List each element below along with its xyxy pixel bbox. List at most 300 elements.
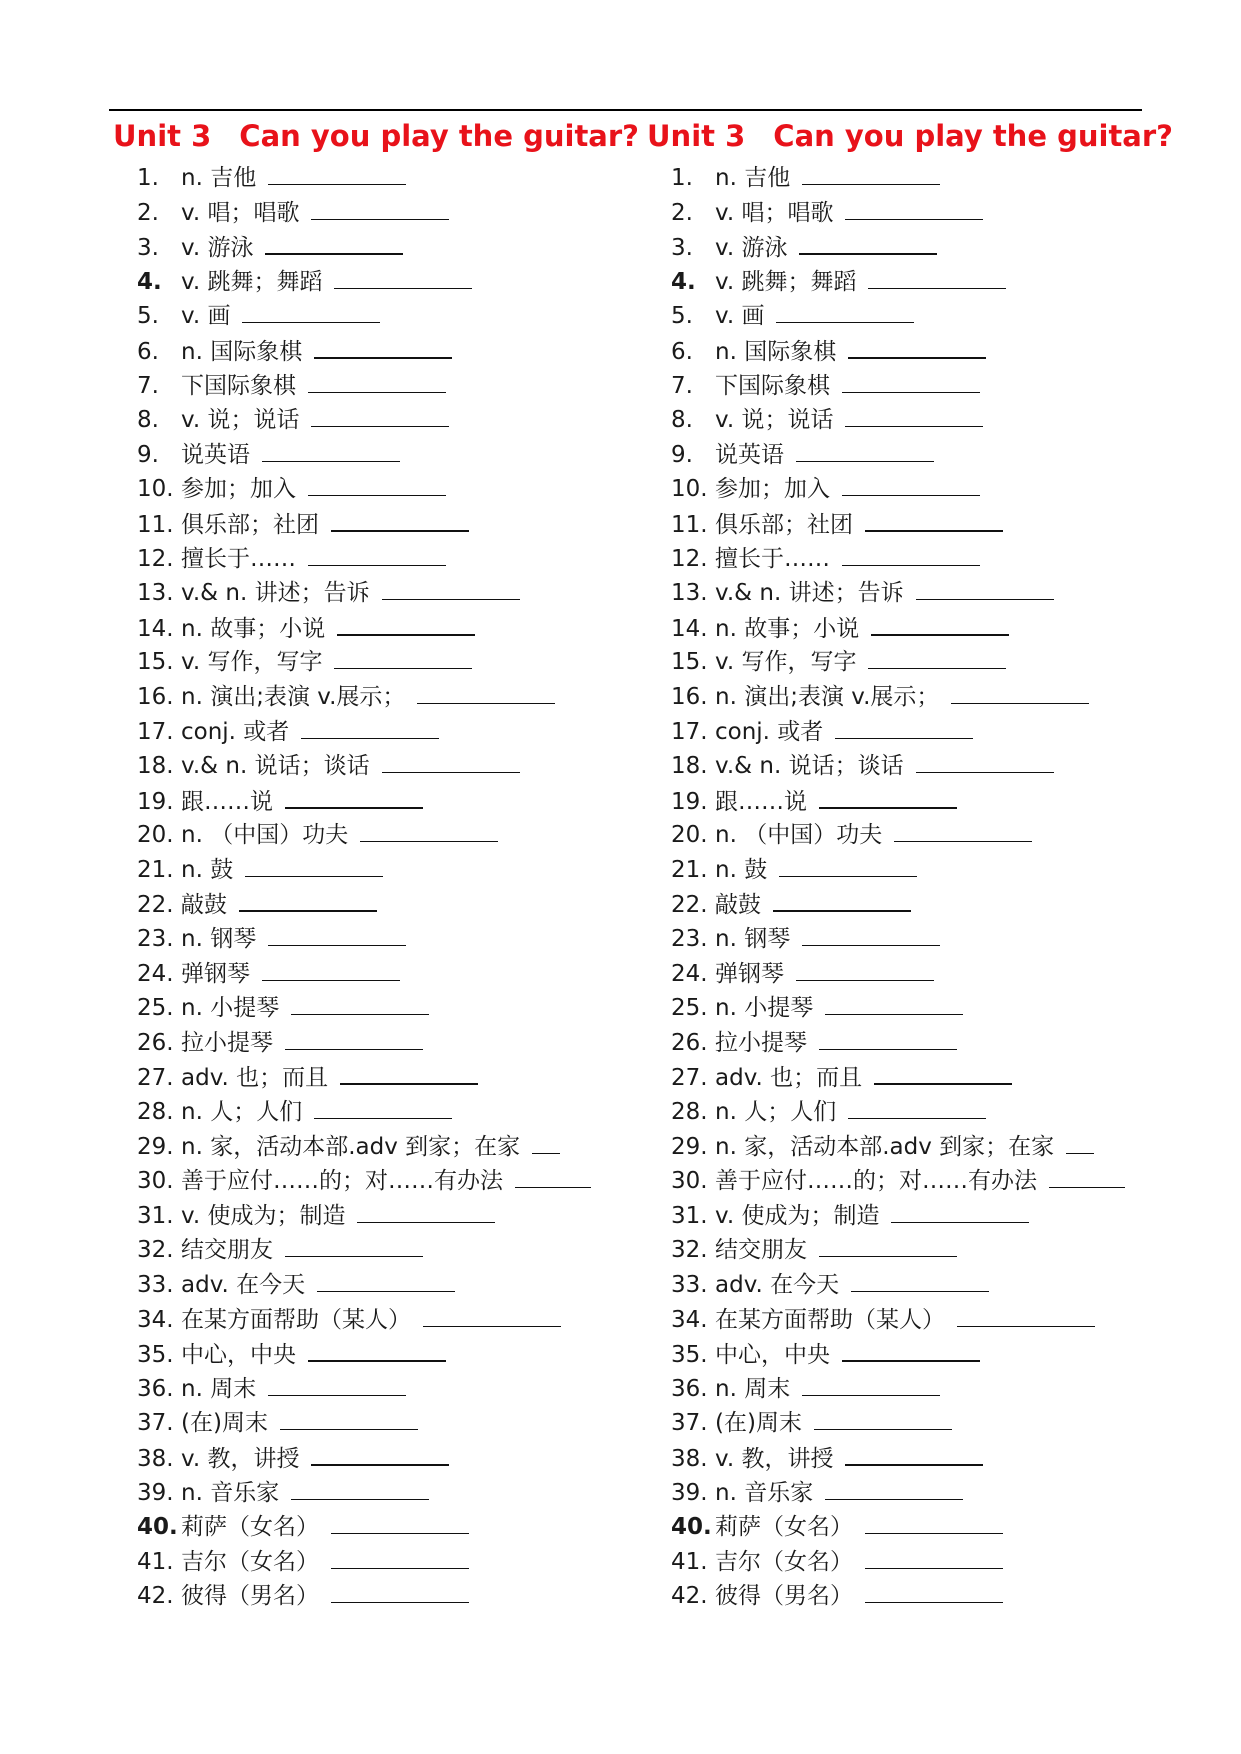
- vocab-item: [647, 1232, 1167, 1267]
- answer-blank[interactable]: [842, 471, 980, 496]
- answer-blank[interactable]: [865, 506, 1003, 532]
- answer-blank[interactable]: [268, 921, 406, 946]
- answer-blank[interactable]: [331, 506, 469, 532]
- item-prompt: 下国际象棋: [715, 372, 830, 399]
- item-prompt: v. 使成为；制造: [715, 1202, 880, 1229]
- vocab-item: [113, 541, 633, 576]
- answer-blank[interactable]: [245, 852, 383, 877]
- vocab-item: [113, 402, 633, 437]
- item-number: 1.: [671, 165, 693, 191]
- answer-blank[interactable]: [825, 1475, 963, 1500]
- item-number: 20.: [137, 822, 174, 849]
- vocab-item: [647, 1198, 1167, 1233]
- vocab-item: [647, 402, 1167, 437]
- item-prompt: 说英语: [181, 441, 250, 468]
- item-prompt: v. 写作，写字: [181, 649, 323, 676]
- vocab-item: [113, 1405, 633, 1440]
- answer-blank[interactable]: [819, 783, 957, 809]
- unit-title: [647, 112, 1173, 160]
- answer-blank[interactable]: [894, 817, 1032, 842]
- item-prompt: 俱乐部；社团: [715, 511, 853, 538]
- vocab-item: [647, 1302, 1167, 1337]
- item-prompt: n. （中国）功夫: [715, 822, 883, 849]
- answer-blank[interactable]: [301, 714, 439, 739]
- item-number: 14.: [137, 615, 174, 642]
- answer-blank[interactable]: [311, 1440, 449, 1466]
- vocab-item: [647, 264, 1167, 299]
- vocab-item: [647, 368, 1167, 403]
- answer-blank[interactable]: [331, 1509, 469, 1534]
- answer-blank[interactable]: [291, 1475, 429, 1500]
- answer-blank[interactable]: [891, 1198, 1029, 1223]
- item-number: 16.: [671, 683, 708, 710]
- answer-blank[interactable]: [331, 1578, 469, 1603]
- item-number: 19.: [671, 788, 708, 815]
- vocab-item: [113, 1094, 633, 1129]
- vocab-item: [113, 195, 633, 230]
- item-prompt: v. 画: [181, 303, 231, 330]
- vocab-list: [647, 160, 1167, 1613]
- answer-blank[interactable]: [871, 610, 1009, 636]
- vocab-item: [647, 852, 1167, 887]
- item-prompt: (在)周末: [181, 1410, 268, 1437]
- item-number: 17.: [671, 718, 708, 745]
- item-prompt: v. 跳舞；舞蹈: [715, 268, 857, 295]
- item-number: 9.: [137, 441, 159, 468]
- vocab-item: [113, 644, 633, 679]
- item-number: 18.: [671, 753, 708, 780]
- answer-blank[interactable]: [285, 1025, 423, 1050]
- answer-blank[interactable]: [417, 679, 555, 704]
- item-number: 31.: [137, 1202, 174, 1229]
- answer-blank[interactable]: [242, 298, 380, 323]
- item-number: 41.: [137, 1548, 174, 1575]
- answer-blank[interactable]: [1049, 1163, 1125, 1188]
- unit-number: Unit 3: [647, 119, 746, 153]
- item-prompt: n. 钢琴: [715, 926, 791, 953]
- answer-blank[interactable]: [802, 160, 940, 185]
- answer-blank[interactable]: [334, 264, 472, 289]
- answer-blank[interactable]: [357, 1198, 495, 1223]
- vocab-item: [113, 990, 633, 1025]
- answer-blank[interactable]: [265, 229, 403, 255]
- item-prompt: n. 周末: [181, 1375, 257, 1402]
- item-prompt: v. 游泳: [181, 235, 254, 262]
- item-number: 25.: [671, 995, 708, 1022]
- item-number: 2.: [671, 199, 693, 226]
- item-prompt: 吉尔（女名）: [181, 1548, 319, 1575]
- unit-topic: Can you play the guitar?: [239, 119, 639, 153]
- item-number: 13.: [671, 580, 708, 607]
- item-number: 42.: [671, 1583, 708, 1610]
- vocab-item: [113, 886, 633, 921]
- item-number: 37.: [671, 1410, 708, 1437]
- item-prompt: n. 鼓: [181, 856, 234, 883]
- item-number: 32.: [671, 1237, 708, 1264]
- worksheet-column-right: [647, 112, 1173, 1613]
- item-number: 34.: [137, 1306, 174, 1333]
- vocab-item: [647, 437, 1167, 472]
- item-prompt: 彼得（男名）: [181, 1583, 319, 1610]
- vocab-item: [113, 368, 633, 403]
- answer-blank[interactable]: [796, 437, 934, 462]
- item-prompt: v. 教，讲授: [715, 1445, 834, 1472]
- item-number: 15.: [137, 649, 174, 676]
- vocab-item: [113, 956, 633, 991]
- item-prompt: adv. 在今天: [715, 1272, 840, 1298]
- vocab-item: [647, 298, 1167, 333]
- answer-blank[interactable]: [848, 333, 986, 359]
- item-number: 10.: [137, 476, 174, 503]
- item-number: 29.: [137, 1133, 174, 1160]
- item-prompt: v. 画: [715, 303, 765, 330]
- answer-blank[interactable]: [842, 368, 980, 393]
- vocab-item: [647, 817, 1167, 852]
- unit-number: Unit 3: [113, 119, 212, 153]
- item-prompt: n. 故事；小说: [715, 615, 860, 642]
- answer-blank[interactable]: [311, 402, 449, 427]
- vocab-item: [113, 748, 633, 783]
- item-prompt: 结交朋友: [715, 1237, 807, 1264]
- item-number: 6.: [671, 338, 693, 365]
- vocab-item: [113, 1302, 633, 1337]
- vocab-item: [647, 541, 1167, 576]
- answer-blank[interactable]: [819, 1232, 957, 1257]
- vocab-item: [647, 160, 1167, 195]
- item-number: 28.: [137, 1099, 174, 1126]
- answer-blank[interactable]: [874, 1059, 1012, 1085]
- answer-blank[interactable]: [280, 1405, 418, 1430]
- item-prompt: n. 吉他: [715, 165, 791, 191]
- item-prompt: 参加；加入: [715, 476, 830, 503]
- item-prompt: 说英语: [715, 441, 784, 468]
- answer-blank[interactable]: [842, 1336, 980, 1362]
- item-prompt: n. 吉他: [181, 165, 257, 191]
- item-prompt: v. 跳舞；舞蹈: [181, 268, 323, 295]
- answer-blank[interactable]: [285, 783, 423, 809]
- answer-blank[interactable]: [865, 1578, 1003, 1603]
- vocab-item: [113, 1025, 633, 1060]
- item-prompt: n. 故事；小说: [181, 615, 326, 642]
- vocab-item: [113, 921, 633, 956]
- item-number: 5.: [137, 303, 159, 330]
- answer-blank[interactable]: [776, 298, 914, 323]
- item-number: 23.: [137, 926, 174, 953]
- item-prompt: v. 教，讲授: [181, 1445, 300, 1472]
- answer-blank[interactable]: [268, 1371, 406, 1396]
- item-number: 26.: [137, 1029, 174, 1056]
- item-prompt: conj. 或者: [181, 718, 290, 745]
- vocab-item: [113, 333, 633, 368]
- vocab-item: [113, 714, 633, 749]
- answer-blank[interactable]: [916, 748, 1054, 773]
- vocab-item: [113, 264, 633, 299]
- answer-blank[interactable]: [868, 264, 1006, 289]
- answer-blank[interactable]: [239, 886, 377, 912]
- vocab-item: [113, 1544, 633, 1579]
- item-prompt: 善于应付……的；对……有办法: [715, 1168, 1037, 1195]
- item-number: 34.: [671, 1306, 708, 1333]
- vocab-item: [647, 610, 1167, 645]
- item-number: 37.: [137, 1410, 174, 1437]
- item-number: 35.: [671, 1342, 708, 1369]
- item-prompt: adv. 也；而且: [715, 1065, 863, 1092]
- vocab-item: [647, 575, 1167, 610]
- answer-blank[interactable]: [334, 644, 472, 669]
- item-prompt: 擅长于……: [181, 545, 296, 572]
- answer-blank[interactable]: [916, 575, 1054, 600]
- vocab-item: [113, 1371, 633, 1406]
- vocab-item: [113, 1509, 633, 1544]
- vocab-item: [113, 471, 633, 506]
- item-prompt: adv. 在今天: [181, 1272, 306, 1298]
- item-prompt: v.& n. 讲述；告诉: [715, 580, 904, 607]
- vocab-item: [113, 1163, 633, 1198]
- item-prompt: n. 小提琴: [715, 995, 814, 1022]
- item-number: 39.: [671, 1479, 708, 1506]
- item-number: 13.: [137, 580, 174, 607]
- item-number: 22.: [671, 892, 708, 919]
- item-prompt: 弹钢琴: [181, 960, 250, 987]
- vocab-item: [113, 783, 633, 818]
- item-number: 33.: [137, 1272, 174, 1298]
- answer-blank[interactable]: [262, 437, 400, 462]
- answer-blank[interactable]: [842, 541, 980, 566]
- item-prompt: 中心，中央: [715, 1342, 830, 1369]
- item-prompt: conj. 或者: [715, 718, 824, 745]
- item-prompt: v. 唱；唱歌: [715, 199, 834, 226]
- answer-blank[interactable]: [314, 1094, 452, 1119]
- item-number: 39.: [137, 1479, 174, 1506]
- answer-blank[interactable]: [773, 886, 911, 912]
- vocab-item: [113, 610, 633, 645]
- vocab-item: [647, 1509, 1167, 1544]
- item-prompt: n. 鼓: [715, 856, 768, 883]
- answer-blank[interactable]: [360, 817, 498, 842]
- answer-blank[interactable]: [845, 1440, 983, 1466]
- item-number: 1.: [137, 165, 159, 191]
- answer-blank[interactable]: [1066, 1129, 1094, 1154]
- vocab-item: [647, 1405, 1167, 1440]
- vocab-item: [647, 1578, 1167, 1613]
- vocab-item: [647, 333, 1167, 368]
- vocab-item: [647, 1163, 1167, 1198]
- answer-blank[interactable]: [851, 1267, 989, 1292]
- item-number: 42.: [137, 1583, 174, 1610]
- vocab-item: [113, 1267, 633, 1302]
- item-number: 8.: [671, 407, 693, 434]
- vocab-item: [113, 1198, 633, 1233]
- item-prompt: n. 国际象棋: [715, 338, 837, 365]
- item-number: 10.: [671, 476, 708, 503]
- answer-blank[interactable]: [845, 402, 983, 427]
- item-prompt: 参加；加入: [181, 476, 296, 503]
- item-prompt: n. （中国）功夫: [181, 822, 349, 849]
- vocab-item: [647, 506, 1167, 541]
- item-prompt: v.& n. 讲述；告诉: [181, 580, 370, 607]
- item-number: 40.: [671, 1514, 712, 1541]
- vocab-item: [113, 1129, 633, 1164]
- vocab-item: [113, 1336, 633, 1371]
- vocab-item: [113, 1578, 633, 1613]
- item-number: 12.: [137, 545, 174, 572]
- item-number: 32.: [137, 1237, 174, 1264]
- item-number: 11.: [671, 511, 708, 538]
- answer-blank[interactable]: [308, 368, 446, 393]
- item-number: 27.: [671, 1065, 708, 1092]
- item-prompt: 莉萨（女名）: [715, 1514, 853, 1541]
- answer-blank[interactable]: [382, 748, 520, 773]
- item-prompt: 跟……说: [181, 788, 273, 815]
- answer-blank[interactable]: [814, 1405, 952, 1430]
- vocab-item: [647, 748, 1167, 783]
- item-number: 4.: [137, 268, 162, 295]
- answer-blank[interactable]: [802, 1371, 940, 1396]
- vocab-item: [647, 1371, 1167, 1406]
- vocab-item: [113, 852, 633, 887]
- answer-blank[interactable]: [951, 679, 1089, 704]
- answer-blank[interactable]: [835, 714, 973, 739]
- item-number: 8.: [137, 407, 159, 434]
- item-number: 26.: [671, 1029, 708, 1056]
- answer-blank[interactable]: [308, 471, 446, 496]
- vocab-item: [647, 1094, 1167, 1129]
- item-number: 14.: [671, 615, 708, 642]
- item-prompt: 拉小提琴: [715, 1029, 807, 1056]
- item-number: 16.: [137, 683, 174, 710]
- item-prompt: n. 演出;表演 v.展示；: [715, 683, 940, 710]
- item-number: 6.: [137, 338, 159, 365]
- vocab-item: [647, 886, 1167, 921]
- vocab-item: [647, 471, 1167, 506]
- vocab-item: [113, 1232, 633, 1267]
- answer-blank[interactable]: [331, 1544, 469, 1569]
- item-prompt: n. 国际象棋: [181, 338, 303, 365]
- answer-blank[interactable]: [802, 921, 940, 946]
- answer-blank[interactable]: [819, 1025, 957, 1050]
- item-prompt: 敲鼓: [715, 892, 761, 919]
- answer-blank[interactable]: [308, 1336, 446, 1362]
- item-number: 27.: [137, 1065, 174, 1092]
- item-number: 22.: [137, 892, 174, 919]
- item-prompt: n. 人；人们: [181, 1099, 303, 1126]
- item-number: 31.: [671, 1202, 708, 1229]
- vocab-item: [113, 506, 633, 541]
- item-prompt: 弹钢琴: [715, 960, 784, 987]
- item-prompt: 结交朋友: [181, 1237, 273, 1264]
- answer-blank[interactable]: [311, 195, 449, 220]
- answer-blank[interactable]: [317, 1267, 455, 1292]
- answer-blank[interactable]: [825, 990, 963, 1015]
- answer-blank[interactable]: [337, 610, 475, 636]
- item-number: 12.: [671, 545, 708, 572]
- vocab-item: [113, 298, 633, 333]
- item-number: 36.: [671, 1375, 708, 1402]
- unit-topic: Can you play the guitar?: [773, 119, 1173, 153]
- item-prompt: 善于应付……的；对……有办法: [181, 1168, 503, 1195]
- item-prompt: adv. 也；而且: [181, 1065, 329, 1092]
- worksheet-column-left: [113, 112, 639, 1613]
- answer-blank[interactable]: [799, 229, 937, 255]
- item-prompt: v. 写作，写字: [715, 649, 857, 676]
- item-prompt: 跟……说: [715, 788, 807, 815]
- vocab-item: [647, 921, 1167, 956]
- item-prompt: n. 音乐家: [181, 1479, 280, 1506]
- vocab-item: [113, 1440, 633, 1475]
- vocab-item: [647, 1025, 1167, 1060]
- item-number: 30.: [137, 1168, 174, 1195]
- item-number: 20.: [671, 822, 708, 849]
- answer-blank[interactable]: [340, 1059, 478, 1085]
- answer-blank[interactable]: [868, 644, 1006, 669]
- item-prompt: 敲鼓: [181, 892, 227, 919]
- item-number: 36.: [137, 1375, 174, 1402]
- answer-blank[interactable]: [532, 1129, 560, 1154]
- answer-blank[interactable]: [291, 990, 429, 1015]
- item-prompt: n. 周末: [715, 1375, 791, 1402]
- item-number: 25.: [137, 995, 174, 1022]
- vocab-item: [647, 1440, 1167, 1475]
- answer-blank[interactable]: [262, 956, 400, 981]
- item-number: 7.: [137, 372, 159, 399]
- item-number: 4.: [671, 268, 696, 295]
- answer-blank[interactable]: [845, 195, 983, 220]
- item-number: 30.: [671, 1168, 708, 1195]
- vocab-item: [647, 714, 1167, 749]
- answer-blank[interactable]: [382, 575, 520, 600]
- answer-blank[interactable]: [268, 160, 406, 185]
- item-number: 29.: [671, 1133, 708, 1160]
- vocab-item: [647, 1475, 1167, 1510]
- unit-title: [113, 112, 639, 160]
- vocab-item: [647, 195, 1167, 230]
- answer-blank[interactable]: [515, 1163, 591, 1188]
- answer-blank[interactable]: [865, 1544, 1003, 1569]
- item-prompt: n. 人；人们: [715, 1099, 837, 1126]
- answer-blank[interactable]: [848, 1094, 986, 1119]
- item-number: 23.: [671, 926, 708, 953]
- item-number: 41.: [671, 1548, 708, 1575]
- answer-blank[interactable]: [779, 852, 917, 877]
- answer-blank[interactable]: [423, 1302, 561, 1327]
- item-number: 9.: [671, 441, 693, 468]
- item-prompt: 彼得（男名）: [715, 1583, 853, 1610]
- vocab-item: [113, 1475, 633, 1510]
- answer-blank[interactable]: [314, 333, 452, 359]
- item-prompt: v. 说；说话: [715, 407, 834, 434]
- item-number: 33.: [671, 1272, 708, 1298]
- item-prompt: 擅长于……: [715, 545, 830, 572]
- vocab-item: [113, 575, 633, 610]
- answer-blank[interactable]: [796, 956, 934, 981]
- vocab-list: [113, 160, 633, 1613]
- item-prompt: v. 唱；唱歌: [181, 199, 300, 226]
- vocab-item: [647, 1129, 1167, 1164]
- item-prompt: 下国际象棋: [181, 372, 296, 399]
- answer-blank[interactable]: [865, 1509, 1003, 1534]
- item-prompt: 中心，中央: [181, 1342, 296, 1369]
- vocab-item: [647, 1267, 1167, 1302]
- vocab-item: [647, 229, 1167, 264]
- vocab-item: [647, 679, 1167, 714]
- item-prompt: v. 游泳: [715, 235, 788, 262]
- answer-blank[interactable]: [285, 1232, 423, 1257]
- item-prompt: 俱乐部；社团: [181, 511, 319, 538]
- answer-blank[interactable]: [308, 541, 446, 566]
- answer-blank[interactable]: [957, 1302, 1095, 1327]
- item-number: 11.: [137, 511, 174, 538]
- item-number: 21.: [137, 856, 174, 883]
